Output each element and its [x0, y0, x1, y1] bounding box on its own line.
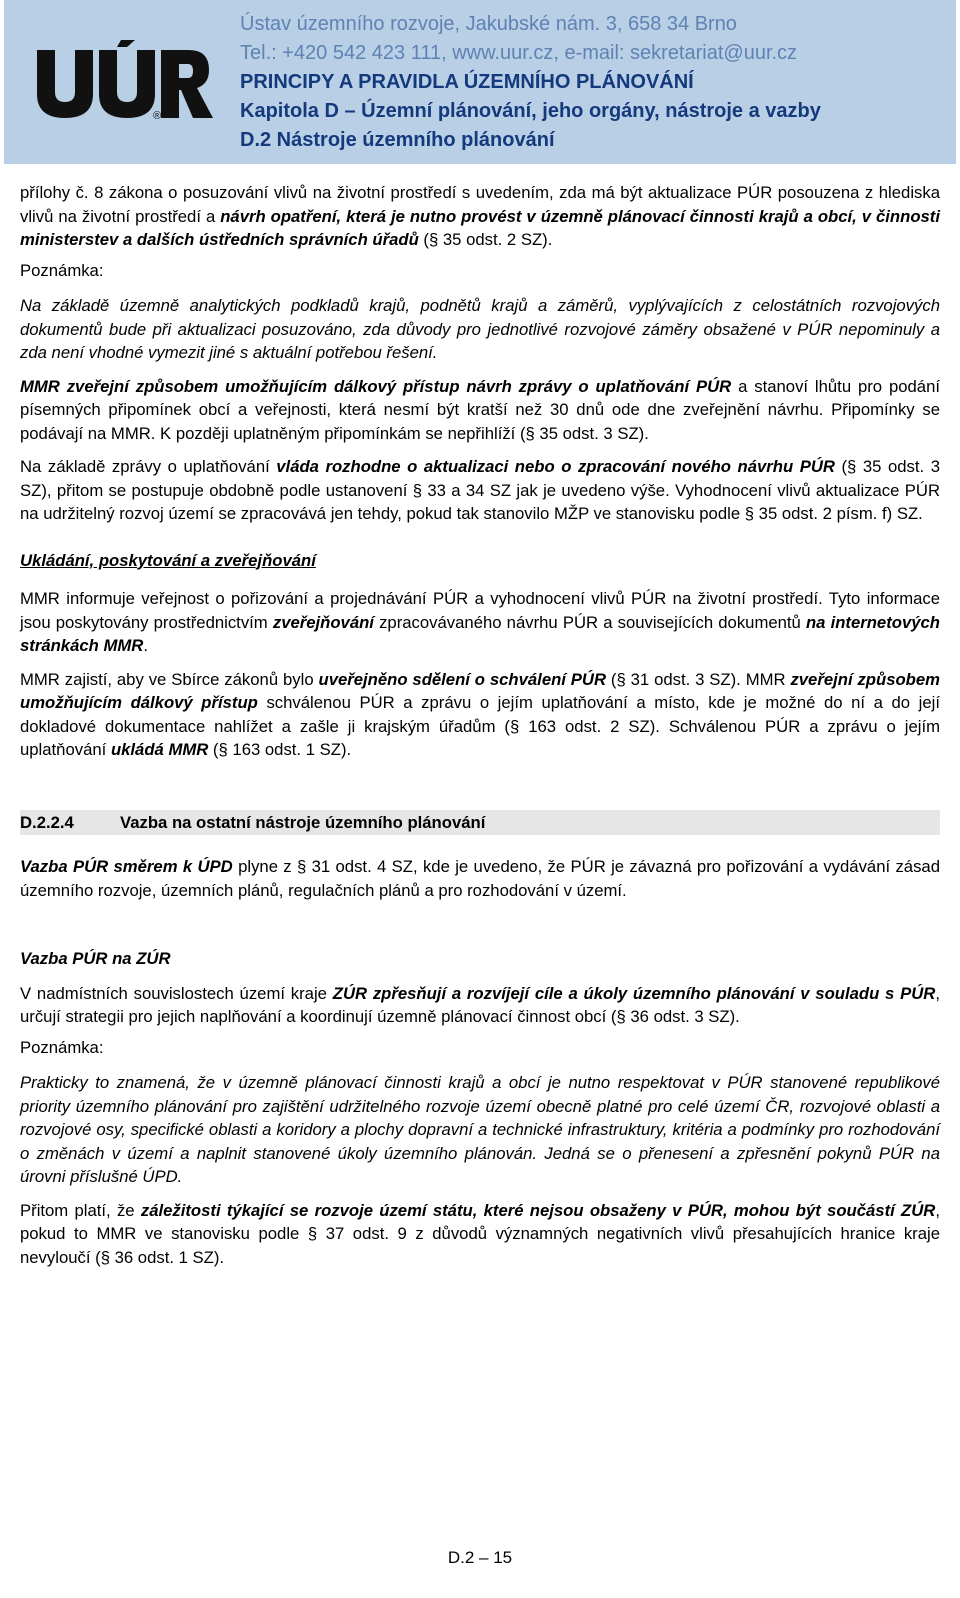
note-paragraph: Prakticky to znamená, že v územně plánovací činnosti krajů a obcí je nutno respektovat v PÚR stanovené republikové priority územního plánování pro zajištění udržitelného rozvoje území obecně platné pro celé území ČR, rozvojové oblasti a rozvojové osy, specifické oblasti a koridory a plochy dopravní a technické infrastruktury, kritéria a podmínky pro rozhodování o změnách v území a naplnit stanovené úkoly územního plánován. Jedná se o přenesení a zpřesnění pokynů PÚR na úrovni příslušné ÚPD. — [20, 1073, 940, 1186]
header-doc-title: PRINCIPY A PRAVIDLA ÚZEMNÍHO PLÁNOVÁNÍ — [240, 71, 694, 93]
paragraph: Na základě zprávy o uplatňování vláda rozhodne o aktualizaci nebo o zpracování nového návrhu PÚR (§ 35 odst. 3 SZ), přitom se postupuje obdobně podle ustanovení § 33 a 34 SZ jak je uvedeno výše. Vyhodnocení vlivů aktualizace PÚR na udržitelný rozvoj území se zpracovává jen tehdy, pokud tak stanovilo MŽP ve stanovisku podle § 35 odst. 2 písm. f) SZ. — [20, 457, 940, 523]
paragraph: MMR informuje veřejnost o pořizování a projednávání PÚR a vyhodnocení vlivů PÚR na životní prostředí. Tyto informace jsou poskytovány prostřednictvím zveřejňování zpracovávaného návrhu PÚR a souvisejících dokumentů na internetových stránkách MMR. — [20, 589, 940, 655]
subheading-storage: Ukládání, poskytování a zveřejňování — [20, 550, 316, 570]
paragraph: Přitom platí, že záležitosti týkající se rozvoje území státu, které nejsou obsaženy v PÚR, mohou být součástí ZÚR, pokud to MMR ve stanovisku podle § 37 odst. 9 z důvodů významných negativních vlivů přesahujících hranice kraje nevyloučí (§ 36 odst. 1 SZ). — [20, 1200, 940, 1267]
header-chapter: Kapitola D – Územní plánování, jeho orgány, nástroje a vazby — [240, 100, 821, 122]
paragraph: MMR zveřejní způsobem umožňujícím dálkový přístup návrh zprávy o uplatňování PÚR a stanoví lhůtu pro podání písemných připomínek obcí a veřejnosti, která nesmí být kratší než 30 dnů ode dne zveřejnění návrhu. Připomínky se podávají na MMR. K později uplatněným připomínkám se nepřihlíží (§ 35 odst. 3 SZ). — [20, 376, 940, 443]
paragraph: Vazba PÚR směrem k ÚPD plyne z § 31 odst. 4 SZ, kde je uvedeno, že PÚR je závazná pro pořizování a vydávání zásad územního rozvoje, územních plánů, regulačních plánů a pro rozhodování v území. — [20, 857, 940, 900]
section-heading — [20, 810, 940, 836]
note-paragraph: Na základě územně analytických podkladů krajů, podnětů krajů a záměrů, vyplývajících z celostátních rozvojových dokumentů bude při aktualizaci posuzováno, zda důvody pro jednotlivé rozvojové záměry obsažené v PÚR nepominuly a zda není vhodné vymezit jiné s aktuální potřebou řešení. — [20, 296, 940, 362]
header-text — [240, 10, 946, 155]
note-label: Poznámka: — [20, 1037, 104, 1057]
paragraph: V nadmístních souvislostech území kraje ZÚR zpřesňují a rozvíjejí cíle a úkoly územního plánování v souladu s PÚR, určují strategii pro jejich naplňování a koordinují územně plánovací činnost obcí (§ 36 odst. 3 SZ). — [20, 983, 940, 1026]
header-address: Ústav územního rozvoje, Jakubské nám. 3, 658 34 Brno — [240, 13, 737, 35]
subheading-zur: Vazba PÚR na ZÚR — [20, 949, 171, 968]
section-title: Vazba na ostatní nástroje územního plánování — [120, 812, 486, 832]
page-number: D.2 – 15 — [447, 1548, 513, 1567]
uur-logo — [31, 40, 216, 120]
paragraph: MMR zajistí, aby ve Sbírce zákonů bylo uveřejněno sdělení o schválení PÚR (§ 31 odst. 3 SZ). MMR zveřejní způsobem umožňujícím dálkový přístup schválenou PÚR a zprávu o jejím uplatňování a místo, kde je možné do ní a do její dokladové dokumentace nahlížet a zašle ji krajským úřadům (§ 163 odst. 2 SZ). Schválenou PÚR a zprávu o jejím uplatňování ukládá MMR (§ 163 odst. 1 SZ). — [20, 669, 940, 759]
header-section: D.2 Nástroje územního plánování — [240, 129, 555, 151]
registered-mark: ® — [153, 110, 162, 120]
paragraph: přílohy č. 8 zákona o posuzování vlivů na životní prostředí s uvedením, zda má být aktualizace PÚR posouzena z hlediska vlivů na životní prostředí a návrh opatření, která je nutno provést v územně plánovací činnosti krajů a obcí, v činnosti ministerstev a dalších ústředních správních úřadů (§ 35 odst. 2 SZ). — [20, 183, 940, 249]
header-contact: Tel.: +420 542 423 111, www.uur.cz, e-mail: sekretariat@uur.cz — [240, 42, 798, 64]
document-body — [20, 181, 940, 1269]
page-header — [4, 0, 956, 164]
note-label: Poznámka: — [20, 260, 104, 280]
section-number: D.2.2.4 — [20, 812, 74, 832]
